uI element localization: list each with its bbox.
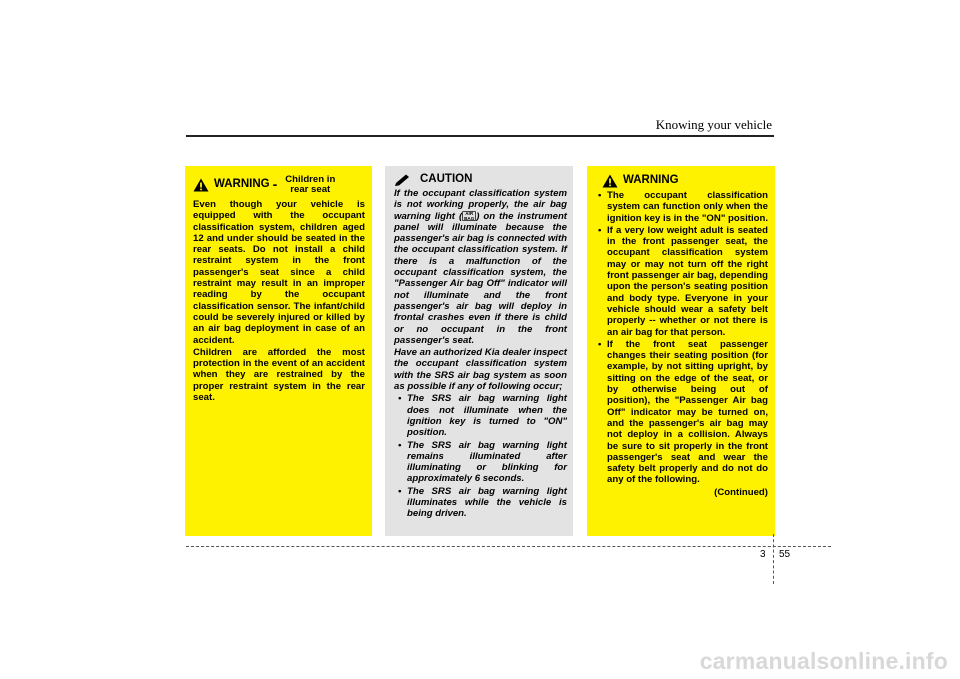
- caution-list: [394, 393, 567, 519]
- caution-text: ) on the instrument panel will illuminate because the passenger's air bag is connected with the occupant classification system. If there is a malfunction of the occupant classification system, the "Passenger Air bag Off" indicator will not illuminate and the front passenger's air bag will deploy in frontal crashes even if there is child or no occupant in the front passenger's seat.: [394, 210, 567, 346]
- caution-text: If the occupant classification system is not working properly, the air bag warning light (: [394, 188, 567, 222]
- list-item: • If a very low weight adult is seated in the front passenger seat, the occupant classification system may or may not turn off the right front passenger air bag, depending upon the person's seating position and body type. Everyone in your vehicle should wear a safety belt properly -- whether or not there is an air bag for that person.: [594, 225, 768, 338]
- continued-label: (Continued): [714, 486, 768, 498]
- pencil-caution-icon: [394, 173, 412, 187]
- warning-title-separator: -: [272, 176, 278, 193]
- warning-paragraph: Even though your vehicle is equipped with the occupant classification system, children aged 12 and under should be seated in the rear seats. Do not install a child restraint system in the front passenger's seat since a child restraint may result in an improper reading by the occupant classification sensor. The infant/child could be severely injured or killed by an air bag deployment in case of an accident.: [193, 199, 365, 346]
- header-rule: [186, 135, 774, 137]
- warning-triangle-icon: [602, 174, 618, 188]
- caution-paragraph: Have an authorized Kia dealer inspect the occupant classification system with the SRS air bag system as soon as possible if any of following occur;: [394, 347, 567, 393]
- warning-box-children: [185, 166, 372, 536]
- warning-heading: [193, 175, 365, 195]
- caution-paragraph: [394, 188, 567, 346]
- caution-title: CAUTION: [420, 173, 473, 186]
- list-item: • The SRS air bag warning light does not illuminate when the ignition key is turned to "ON" position.: [394, 393, 567, 438]
- list-item: • The SRS air bag warning light remains illuminated after illuminating or blinking for approximately 6 seconds.: [394, 440, 567, 485]
- airbag-warning-light-icon: [462, 211, 476, 221]
- warning-title: WARNING: [214, 178, 270, 191]
- airbag-icon-text-bottom: BAG: [464, 215, 475, 221]
- warning-box-occupant-system: [587, 166, 775, 536]
- caution-box: [385, 166, 573, 536]
- footer-rule: [186, 546, 831, 547]
- warning-heading: [602, 174, 768, 188]
- page-header-title: Knowing your vehicle: [655, 117, 772, 132]
- footer-divider: [773, 534, 774, 584]
- watermark: carmanualsonline.info: [699, 648, 948, 674]
- page-number: 55: [779, 549, 791, 560]
- list-item: • The SRS air bag warning light illuminates while the vehicle is being driven.: [394, 486, 567, 520]
- chapter-number: 3: [760, 549, 766, 560]
- caution-heading: [394, 173, 567, 187]
- warning-paragraph: Children are afforded the most protection in the event of an accident when they are restrained by the proper restraint system in the rear seat.: [193, 346, 365, 404]
- warning-subtitle: Children in rear seat: [285, 174, 336, 195]
- list-item: • If the front seat passenger changes their seating position (for example, by not sitting upright, by sitting on the edge of the seat, or by otherwise being out of position), the "Passenger Air bag Off" indicator may be turned on, and the passenger's air bag may not deploy in a collision. Always be sure to sit properly in the front passenger's seat and wear the safety belt properly and do not do any of the following.: [594, 339, 768, 486]
- list-item: • The occupant classification system can function only when the ignition key is in the "ON" position.: [594, 190, 768, 224]
- warning-title: WARNING: [623, 174, 679, 187]
- warning-triangle-icon: [193, 178, 209, 192]
- warning-list: [594, 190, 768, 486]
- airbag-icon-text-top: AIR: [465, 211, 474, 217]
